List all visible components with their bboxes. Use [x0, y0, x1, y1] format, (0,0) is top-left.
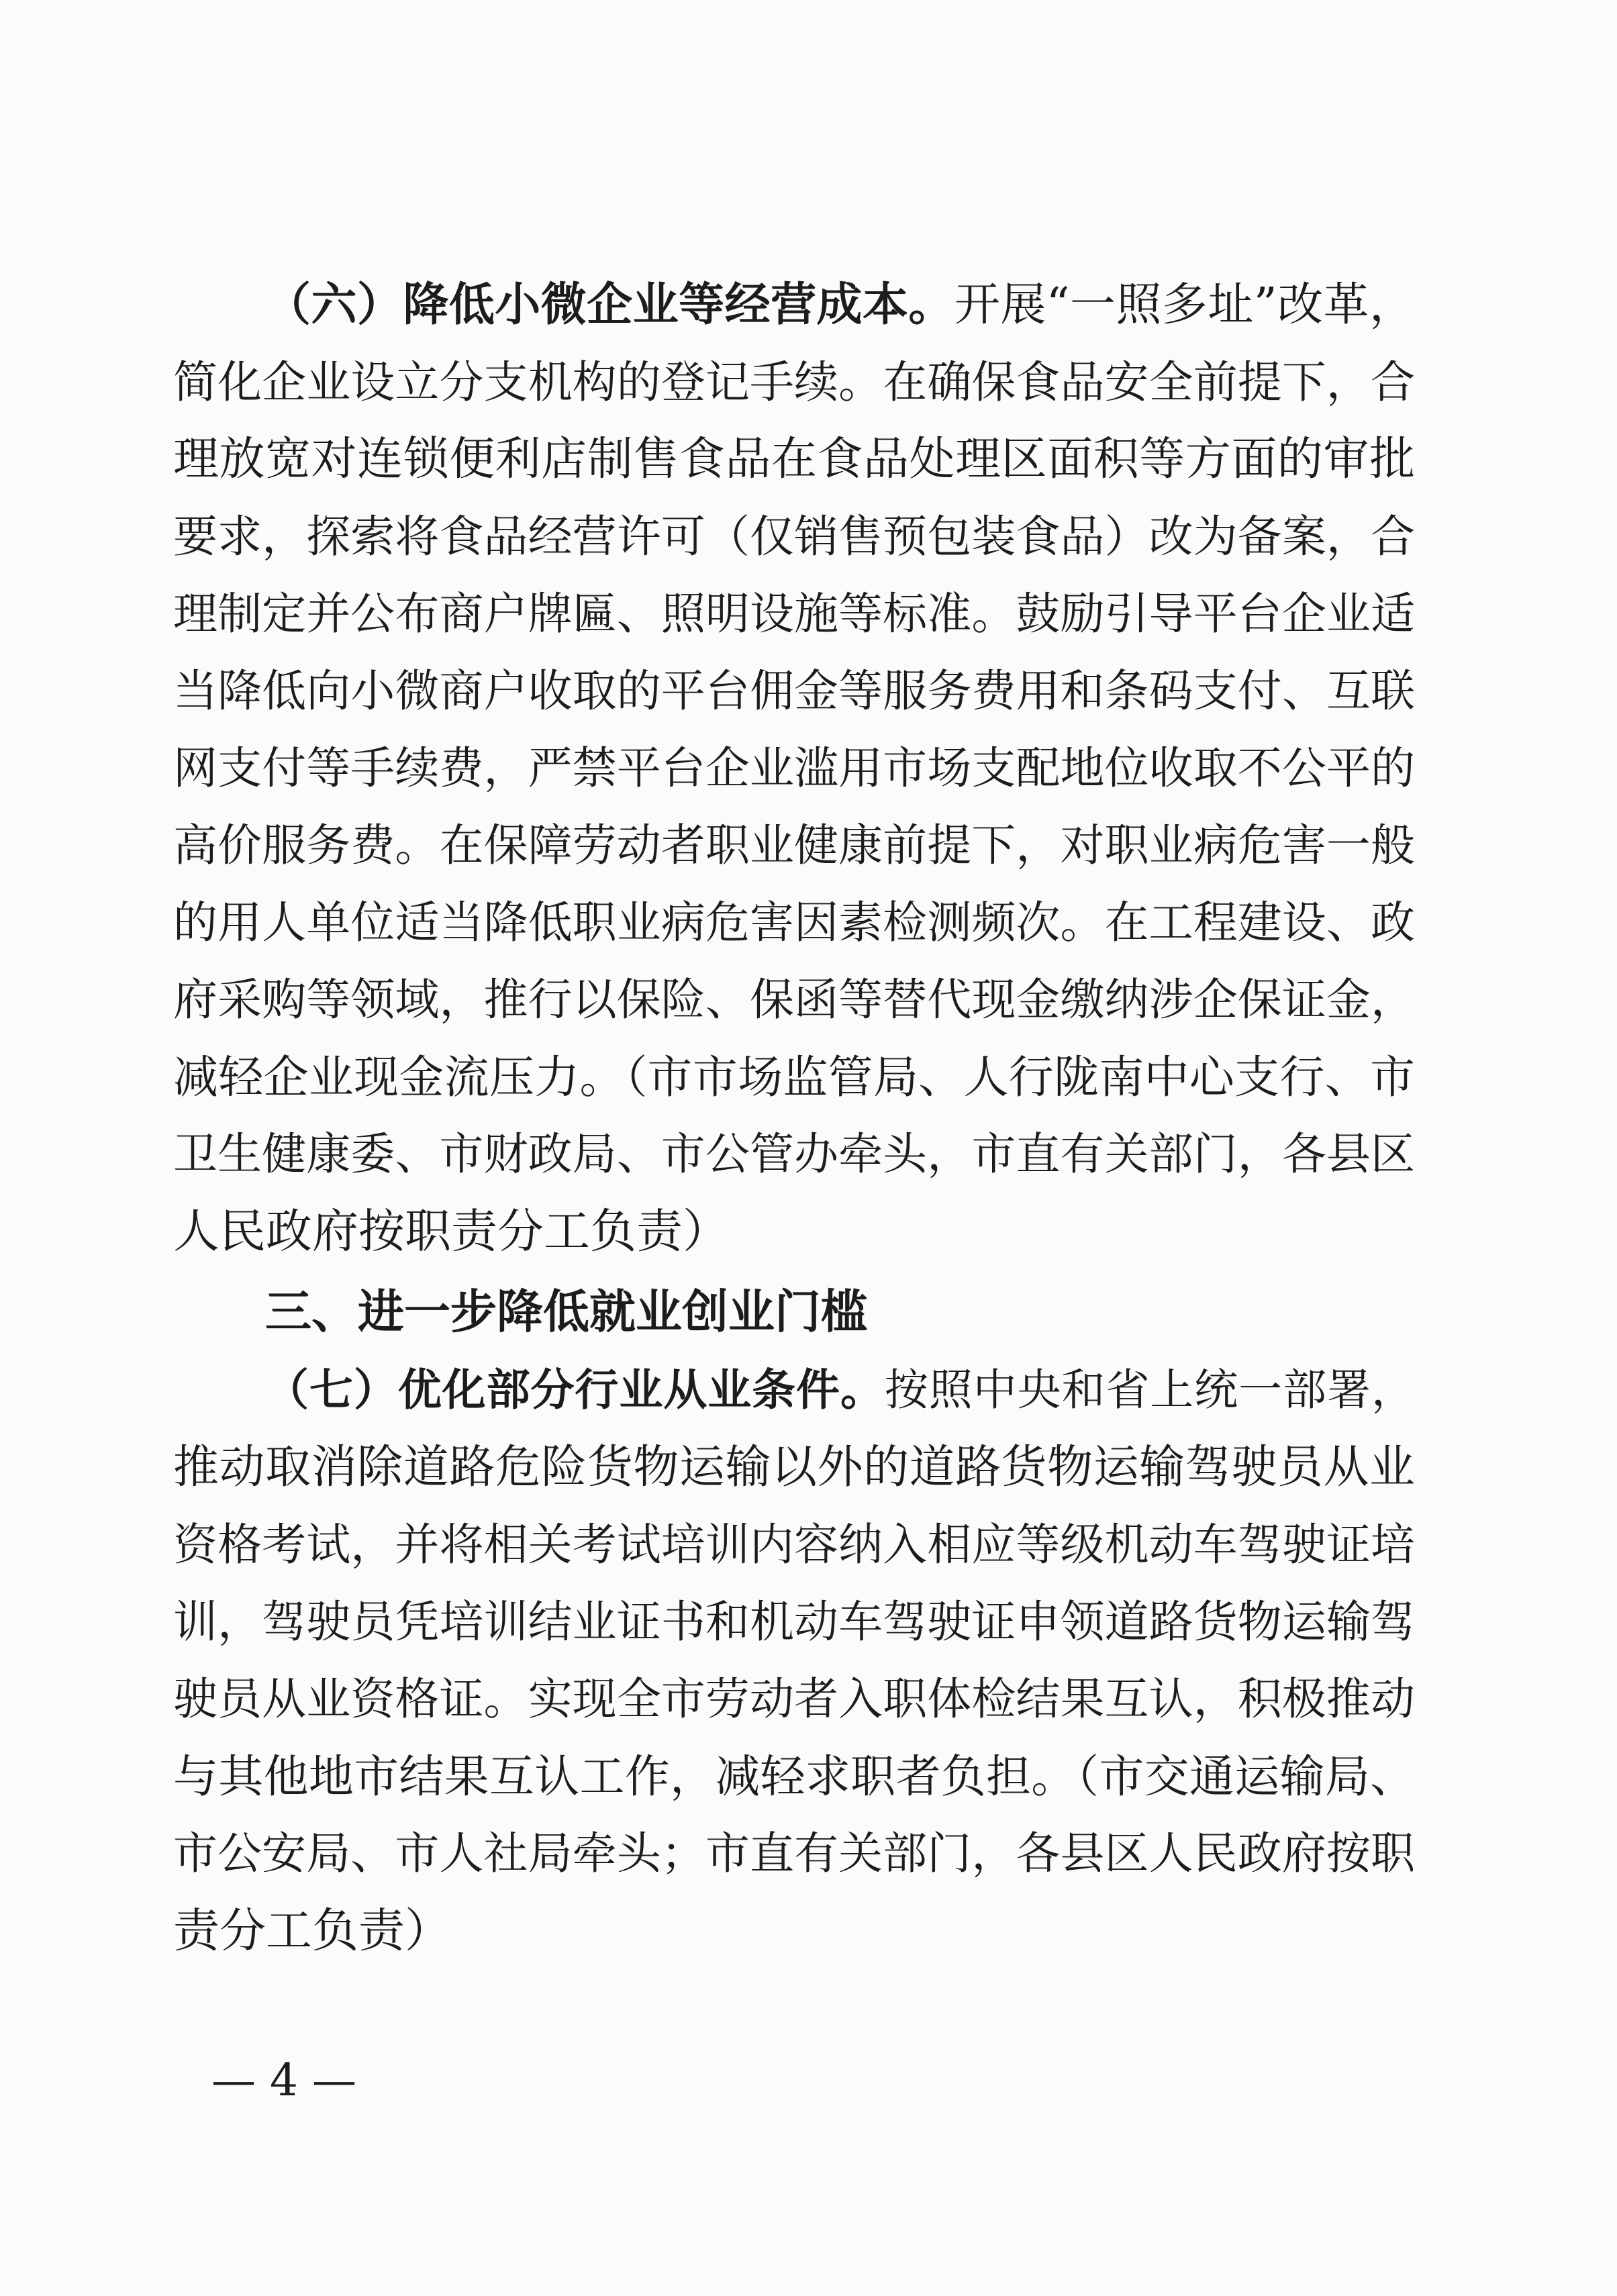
- paragraph6-heading: （六）降低小微企业等经营成本。: [265, 279, 954, 332]
- paragraph7-heading: （七）优化部分行业从业条件。: [265, 1365, 885, 1415]
- paragraph6-line-7: 网支付等手续费，严禁平台企业滥用市场支配地位收取不公平的: [173, 742, 1415, 794]
- paragraph7-line-6: 与其他地市结果互认工作，减轻求职者负担。（市交通运输局、: [173, 1750, 1415, 1803]
- paragraph6-line-12: 卫生健康委、市财政局、市公管办牵头，市直有关部门，各县区: [173, 1128, 1415, 1180]
- paragraph6-line-6: 当降低向小微商户收取的平台佣金等服务费用和条码支付、互联: [173, 665, 1415, 717]
- paragraph7-line-7: 市公安局、市人社局牵头；市直有关部门，各县区人民政府按职: [173, 1828, 1415, 1879]
- paragraph6-line-2: 简化企业设立分支机构的登记手续。在确保食品安全前提下，合: [173, 356, 1415, 408]
- section-heading: 三、进一步降低就业创业门槛: [265, 1285, 867, 1339]
- paragraph6-line-10: 府采购等领域，推行以保险、保函等替代现金缴纳涉企保证金，: [173, 974, 1415, 1026]
- paragraph6-line-4: 要求，探索将食品经营许可（仅销售预包装食品）改为备案，合: [173, 511, 1415, 562]
- paragraph6-line-1-text: 开展“一照多址”改革，: [954, 279, 1415, 332]
- paragraph7-line-1-text: 按照中央和省上统一部署，: [884, 1365, 1415, 1415]
- paragraph6-line-1: [265, 272, 1415, 339]
- paragraph7-line-3: 资格考试，并将相关考试培训内容纳入相应等级机动车驾驶证培: [173, 1519, 1415, 1570]
- paragraph7-line-5: 驶员从业资格证。实现全市劳动者入职体检结果互认，积极推动: [173, 1673, 1415, 1725]
- paragraph6-line-11: 减轻企业现金流压力。（市市场监管局、人行陇南中心支行、市: [173, 1051, 1415, 1103]
- paragraph6-line-8: 高价服务费。在保障劳动者职业健康前提下，对职业病危害一般: [173, 819, 1415, 871]
- paragraph7-line-4: 训，驾驶员凭培训结业证书和机动车驾驶证申领道路货物运输驾: [173, 1596, 1415, 1648]
- paragraph7-line-8: 责分工负责）: [173, 1904, 451, 1958]
- paragraph7-line-2: 推动取消除道路危险货物运输以外的道路货物运输驾驶员从业: [173, 1441, 1415, 1494]
- paragraph6-line-5: 理制定并公布商户牌匾、照明设施等标准。鼓励引导平台企业适: [173, 588, 1415, 640]
- paragraph6-line-13: 人民政府按职责分工负责）: [173, 1205, 729, 1258]
- paragraph6-line-9: 的用人单位适当降低职业病危害因素检测频次。在工程建设、政: [173, 897, 1415, 948]
- page-number: — 4 —: [211, 2054, 356, 2106]
- paragraph6-line-3: 理放宽对连锁便利店制售食品在食品处理区面积等方面的审批: [173, 433, 1415, 486]
- paragraph7-line-1: [265, 1357, 1415, 1424]
